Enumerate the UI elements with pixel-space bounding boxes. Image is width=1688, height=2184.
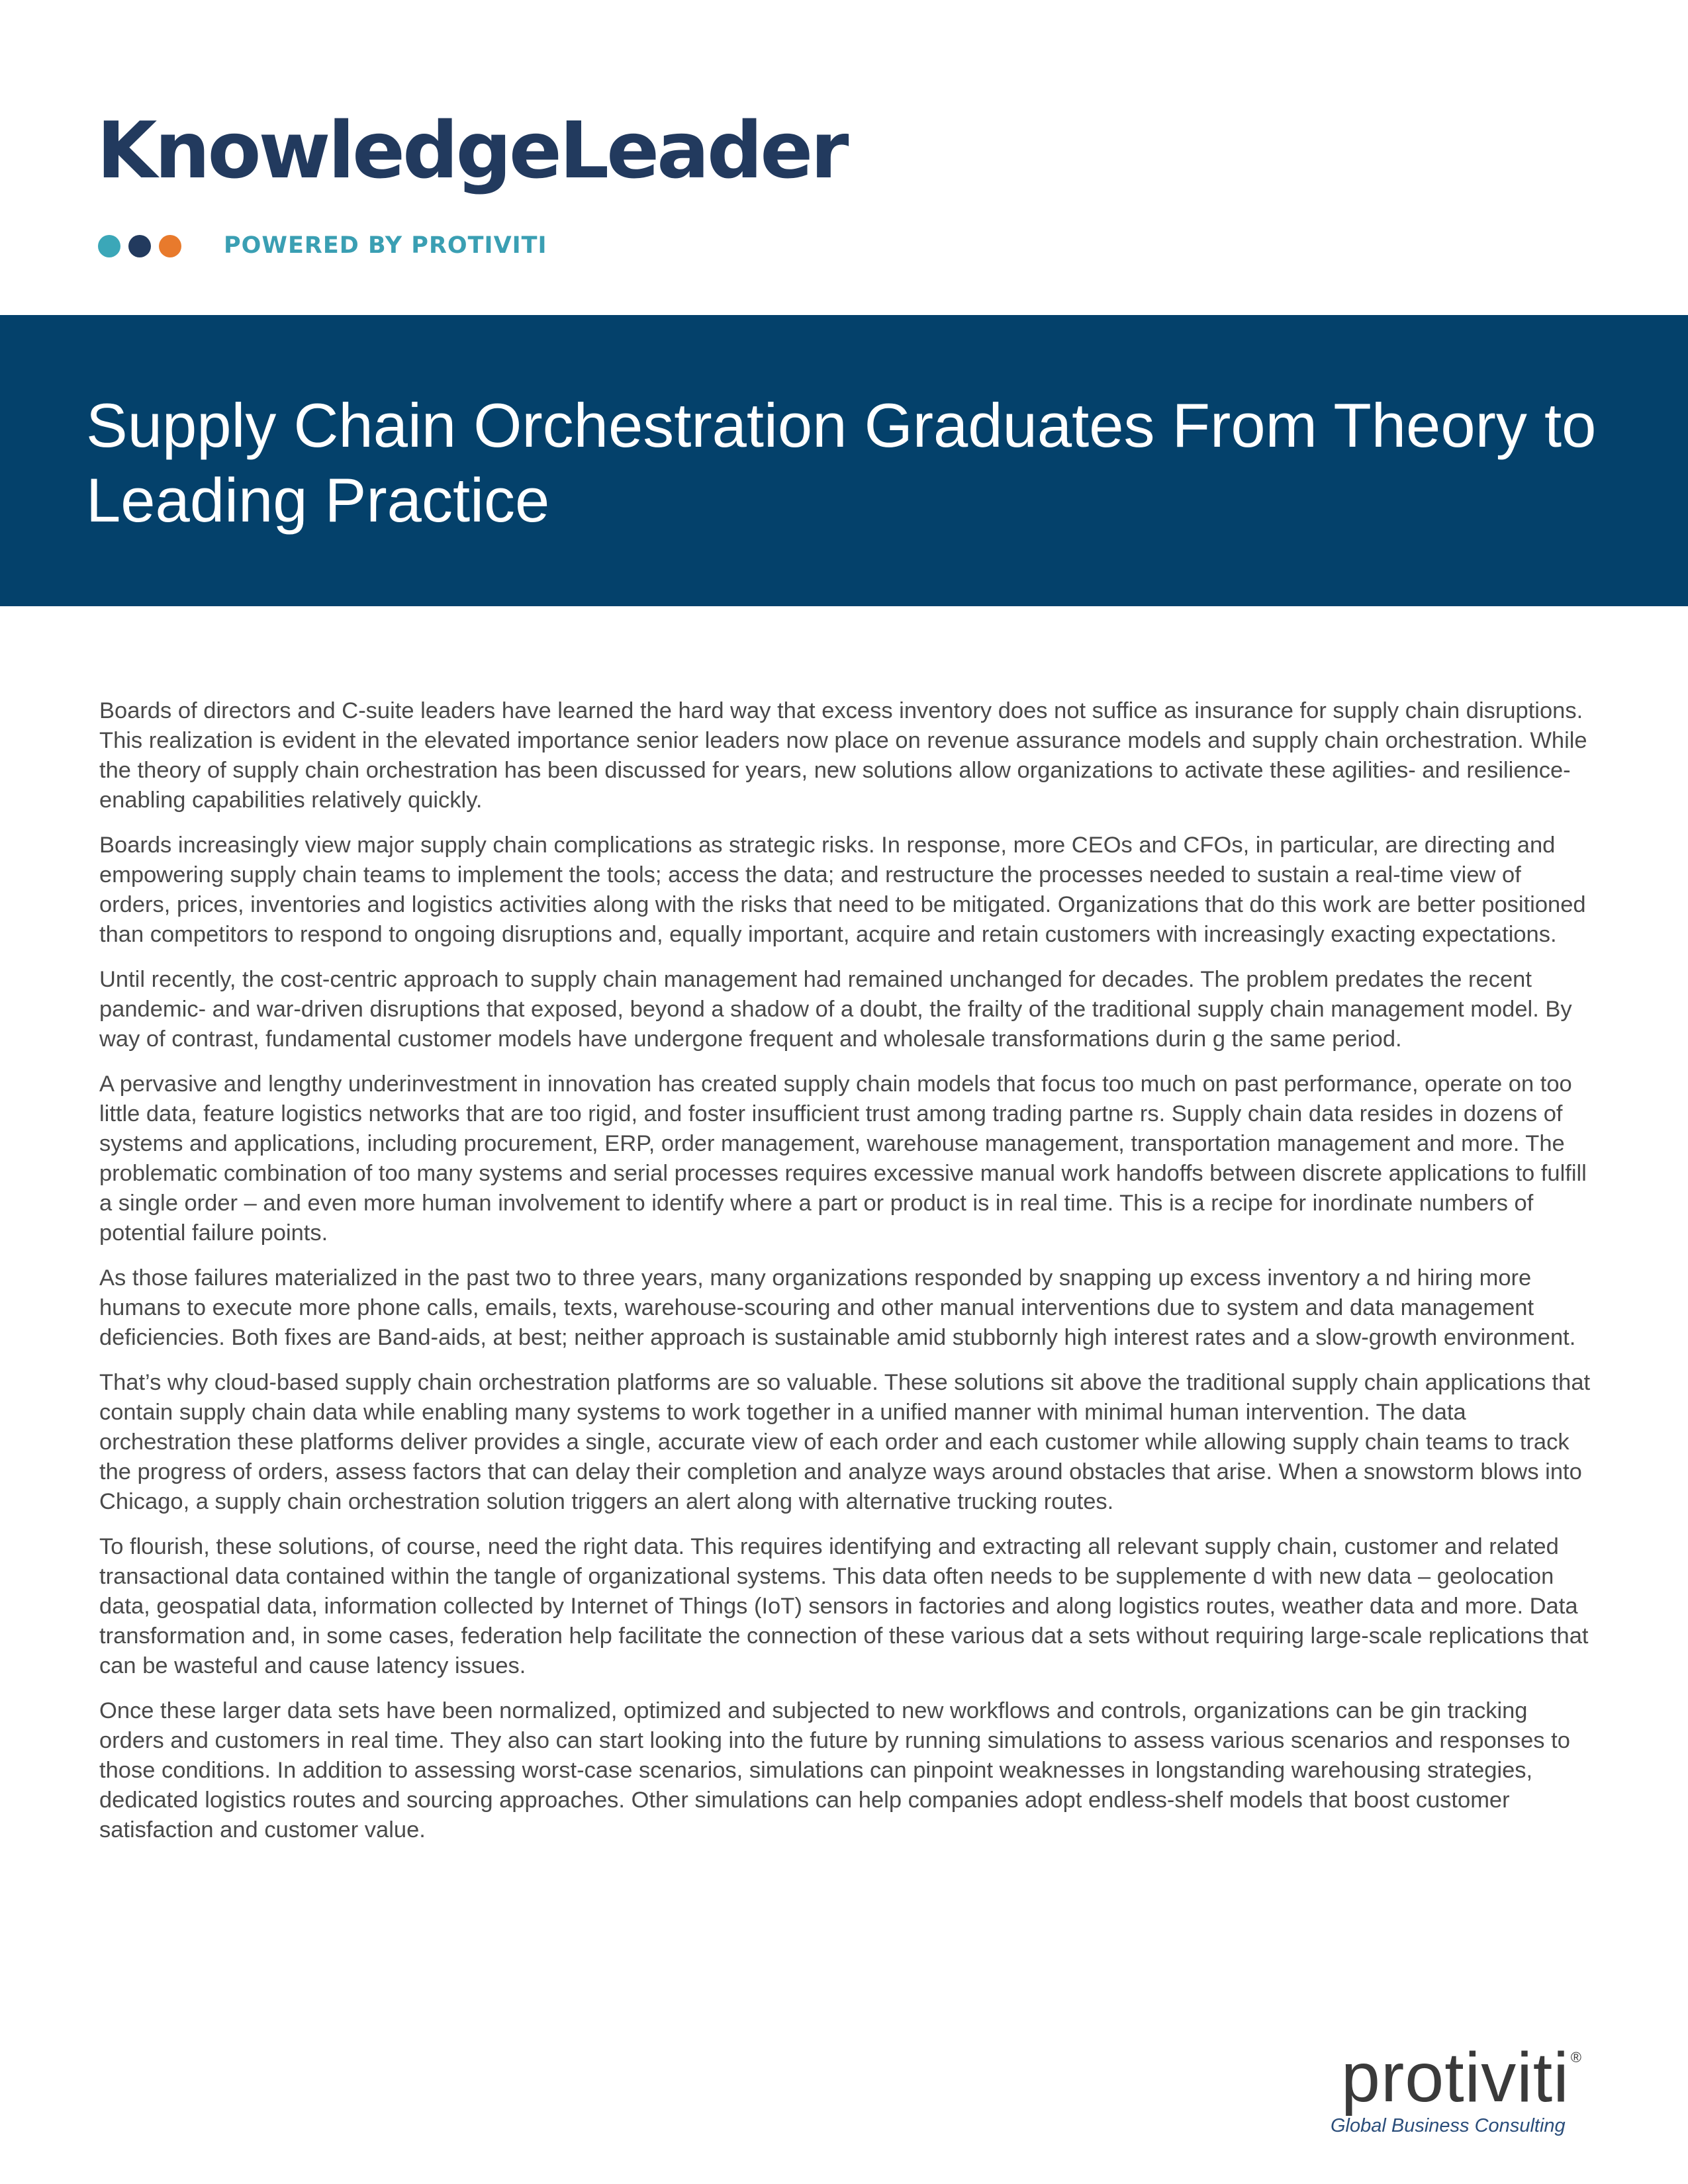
paragraph: To flourish, these solutions, of course, need the right data. This requires identifying and extracting all relevant supply chain, customer and related transactional data contained within the tangle of organizational systems. This data often needs to be supplemente d with new data – geolocation data, geospatial data, information collected by Internet of Things (IoT) sensors in factories and along logistics routes, weather data and more. Data transformation and, in some cases, federation help facilitate the connection of these various dat a sets without requiring large-scale replications that can be wasteful and cause latency issues. [99,1534,1589,1678]
article-body [99,696,1594,1860]
teal-dot-icon [98,235,120,257]
protiviti-tagline: Global Business Consulting [1331,2115,1566,2136]
protiviti-logo [1331,2038,1582,2137]
knowledgeleader-logo: KnowledgeLeader [97,105,847,196]
page-title: Supply Chain Orchestration Graduates From Theory to Leading Practice [86,390,1597,535]
protiviti-brand-text: protiviti [1341,2038,1570,2116]
powered-by-label: POWERED BY PROTIVITI [224,232,547,259]
brand-dots [98,235,181,257]
paragraph: A pervasive and lengthy underinvestment in innovation has created supply chain models that focus too much on past performance, operate on too little data, feature logistics networks that are too rigid, and foster insufficient trust among trading partne rs. Supply chain data resides in dozens of systems and applications, including procurement, ERP, order management, warehouse management, transportation management and more. The problematic combination of too many systems and serial processes requires excessive manual work handoffs between discrete applications to fulfill a single order – and even more human involvement to identify where a part or product is in real time. This is a recipe for inordinate numbers of potential failure points. [99,1071,1587,1246]
paragraph: Boards increasingly view major supply chain complications as strategic risks. In response, more CEOs and CFOs, in particular, are directing and empowering supply chain teams to implement the tools; access the data; and restructure the processes needed to sustain a real-time view of orders, prices, inventories and logistics activities along with the risks that need to be mitigated. Organizations that do this work are better positioned than competitors to respond to ongoing disruptions and, equally important, acquire and retain customers with increasingly exacting expectations. [99,833,1586,947]
paragraph: Boards of directors and C-suite leaders have learned the hard way that excess inventory does not suffice as insurance for supply chain disruptions. This realization is evident in the elevated importance senior leaders now place on revenue assurance models and supply chain orchestration. While the theory of supply chain orchestration has been discussed for years, new solutions allow organizations to activate these agilities- and resilience-enabling capabilities relatively quickly. [99,698,1587,813]
navy-dot-icon [128,235,151,257]
paragraph: That’s why cloud-based supply chain orchestration platforms are so valuable. These solutions sit above the traditional supply chain applications that contain supply chain data while enabling many systems to work together in a unified manner with minimal human intervention. The data orchestration these platforms deliver provides a single, accurate view of each order and each customer while allowing supply chain teams to track the progress of orders, assess factors that can delay their completion and analyze ways around obstacles that arise. When a snowstorm blows into Chicago, a supply chain orchestration solution triggers an alert along with alternative trucking routes. [99,1370,1591,1514]
paragraph: Once these larger data sets have been normalized, optimized and subjected to new workflows and controls, organizations can be gin tracking orders and customers in real time. They also can start looking into the future by running simulations to assess various scenarios and responses to those conditions. In addition to assessing worst-case scenarios, simulations can pinpoint weaknesses in longstanding warehousing strategies, dedicated logistics routes and sourcing approaches. Other simulations can help companies adopt endless-shelf models that boost customer satisfaction and customer value. [99,1698,1570,1843]
title-banner [0,315,1688,606]
orange-dot-icon [159,235,181,257]
registered-mark: ® [1570,2049,1582,2066]
paragraph: Until recently, the cost-centric approach to supply chain management had remained unchanged for decades. The problem predates the recent pandemic- and war-driven disruptions that exposed, beyond a shadow of a doubt, the frailty of the traditional supply chain management model. By way of contrast, fundamental customer models have undergone frequent and wholesale transformations durin g the same period. [99,967,1572,1052]
paragraph: As those failures materialized in the past two to three years, many organizations responded by snapping up excess inventory a nd hiring more humans to execute more phone calls, emails, texts, warehouse-scouring and other manual interventions due to system and data management deficiencies. Both fixes are Band-aids, at best; neither approach is sustainable amid stubbornly high interest rates and a slow-growth environment. [99,1265,1576,1350]
protiviti-wordmark [1331,2038,1582,2116]
